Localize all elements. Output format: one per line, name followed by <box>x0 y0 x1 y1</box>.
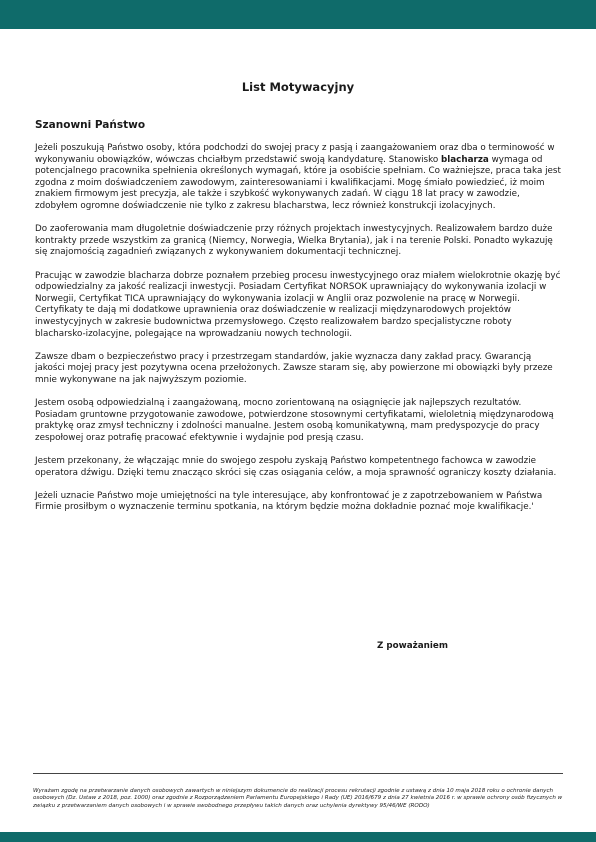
footer-band <box>0 832 596 842</box>
paragraph: Zawsze dbam o bezpieczeństwo pracy i przestrzegam standardów, jakie wyznacza dany zakład pracy. Gwarancją jakości mojej pracy jest pozytywna ocena przełożonych. Zawsze staram się, aby powierzone mi obowiązki były przeze mnie wykonywane na jak najwyższym poziomie. <box>35 351 553 385</box>
paragraph: Jeżeli poszukują Państwo osoby, która podchodzi do swojej pracy z pasją i zaangażowaniem oraz dba o terminowość w wykonywaniu obowiązków, wówczas chciałbym przedstawić swoją kandydaturę. Stanowisko blacharza wymaga od potencjalnego pracownika spełnienia określonych wymagań, które ja osobiście spełniam. Co ważniejsze, praca taka jest zgodna z moim doświadczeniem zawodowym, zainteresowaniami i kwalifikacjami. Mogę śmiało powiedzieć, iż moim znakiem firmowym jest precyzja, ale także i szybkość wykonywanych zadań. W ciągu 18 lat pracy w zawodzie, zdobyłem ogromne doświadczenie nie tylko z zakresu blacharstwa, lecz również konstrukcji izolacyjnych. <box>35 143 561 211</box>
paragraph: Jeżeli uznacie Państwo moje umiejętności na tyle interesujące, aby konfrontować je z zapotrzebowaniem w Państwa Firmie prosiłbym o wyznaczenie terminu spotkania, na którym będzie można dokładnie poznać moje kwalifikacje.' <box>35 490 543 513</box>
paragraph: Jestem osobą odpowiedzialną i zaangażowaną, mocno zorientowaną na osiągnięcie jak najlepszych rezultatów. Posiadam gruntowne przygotowanie zawodowe, potwierdzone stosownymi certyfikatami, wieloletnią międzynarodową praktykę oraz zmysł techniczny i zdolności manualne. Jestem osobą komunikatywną, mam predyspozycje do pracy zespołowej oraz potrafię pracować efektywnie i wydajnie pod presją czasu. <box>35 398 554 443</box>
paragraph: Do zaoferowania mam długoletnie doświadczenie przy różnych projektach inwestycyjnych. Realizowałem bardzo duże kontrakty przede wszystkim za granicą (Niemcy, Norwegia, Wielka Brytania), jak i na terenie Polski. Ponadto wykazuję się znajomością zagadnień związanych z wykonywaniem dokumentacji technicznej. <box>35 224 553 258</box>
paragraph: Pracując w zawodzie blacharza dobrze poznałem przebieg procesu inwestycyjnego oraz miałem wielokrotnie okazję być odpowiedzialny za jakość realizacji inwestycji. Posiadam Certyfikat NORSOK uprawniający do wykonywania izolacji w Norwegii, Certyfikat TICA uprawniający do wykonywania izolacji w Anglii oraz pozwolenie na pracę w Norwegii. Certyfikaty te dają mi dodatkowe uprawnienia oraz doświadczenie w realizacji międzynarodowych projektów inwestycyjnych w zakresie budownictwa przemysłowego. Często realizowałem bardzo specjalistyczne roboty blacharsko-izolacyjne, polegające na wprowadzaniu nowych technologii. <box>35 270 561 339</box>
gdpr-clause: Wyrażam zgodę na przetwarzanie danych osobowych zawartych w niniejszym dokumencie do realizacji procesu rekrutacji zgodnie z ustawą z dnia 10 maja 2018 roku o ochronie danych osobowych (Dz. Ustaw z 2018, poz. 1000) oraz zgodnie z Rozporządzeniem Parlamentu Europejskiego i Rady (UE) 2016/679 z dnia 27 kwietnia 2016 r. w sprawie ochrony osób fizycznych w związku z przetwarzaniem danych osobowych i w sprawie swobodnego przepływu takich danych oraz uchylenia dyrektywy 95/46/WE (RODO) <box>33 788 563 809</box>
letter-greeting: Szanowni Państwo <box>35 119 146 131</box>
header-band <box>0 0 596 29</box>
letter-signoff: Z poważaniem <box>377 641 448 651</box>
footer-divider <box>33 773 563 774</box>
letter-body <box>35 143 563 526</box>
position-name: blacharza <box>441 154 489 165</box>
letter-title: List Motywacyjny <box>241 80 355 94</box>
paragraph: Jestem przekonany, że włączając mnie do swojego zespołu zyskają Państwo kompetentnego fachowca w zawodzie operatora dźwigu. Dzięki temu znacząco skróci się czas osiągania celów, a moja sprawność ograniczy koszty działania. <box>35 456 557 478</box>
